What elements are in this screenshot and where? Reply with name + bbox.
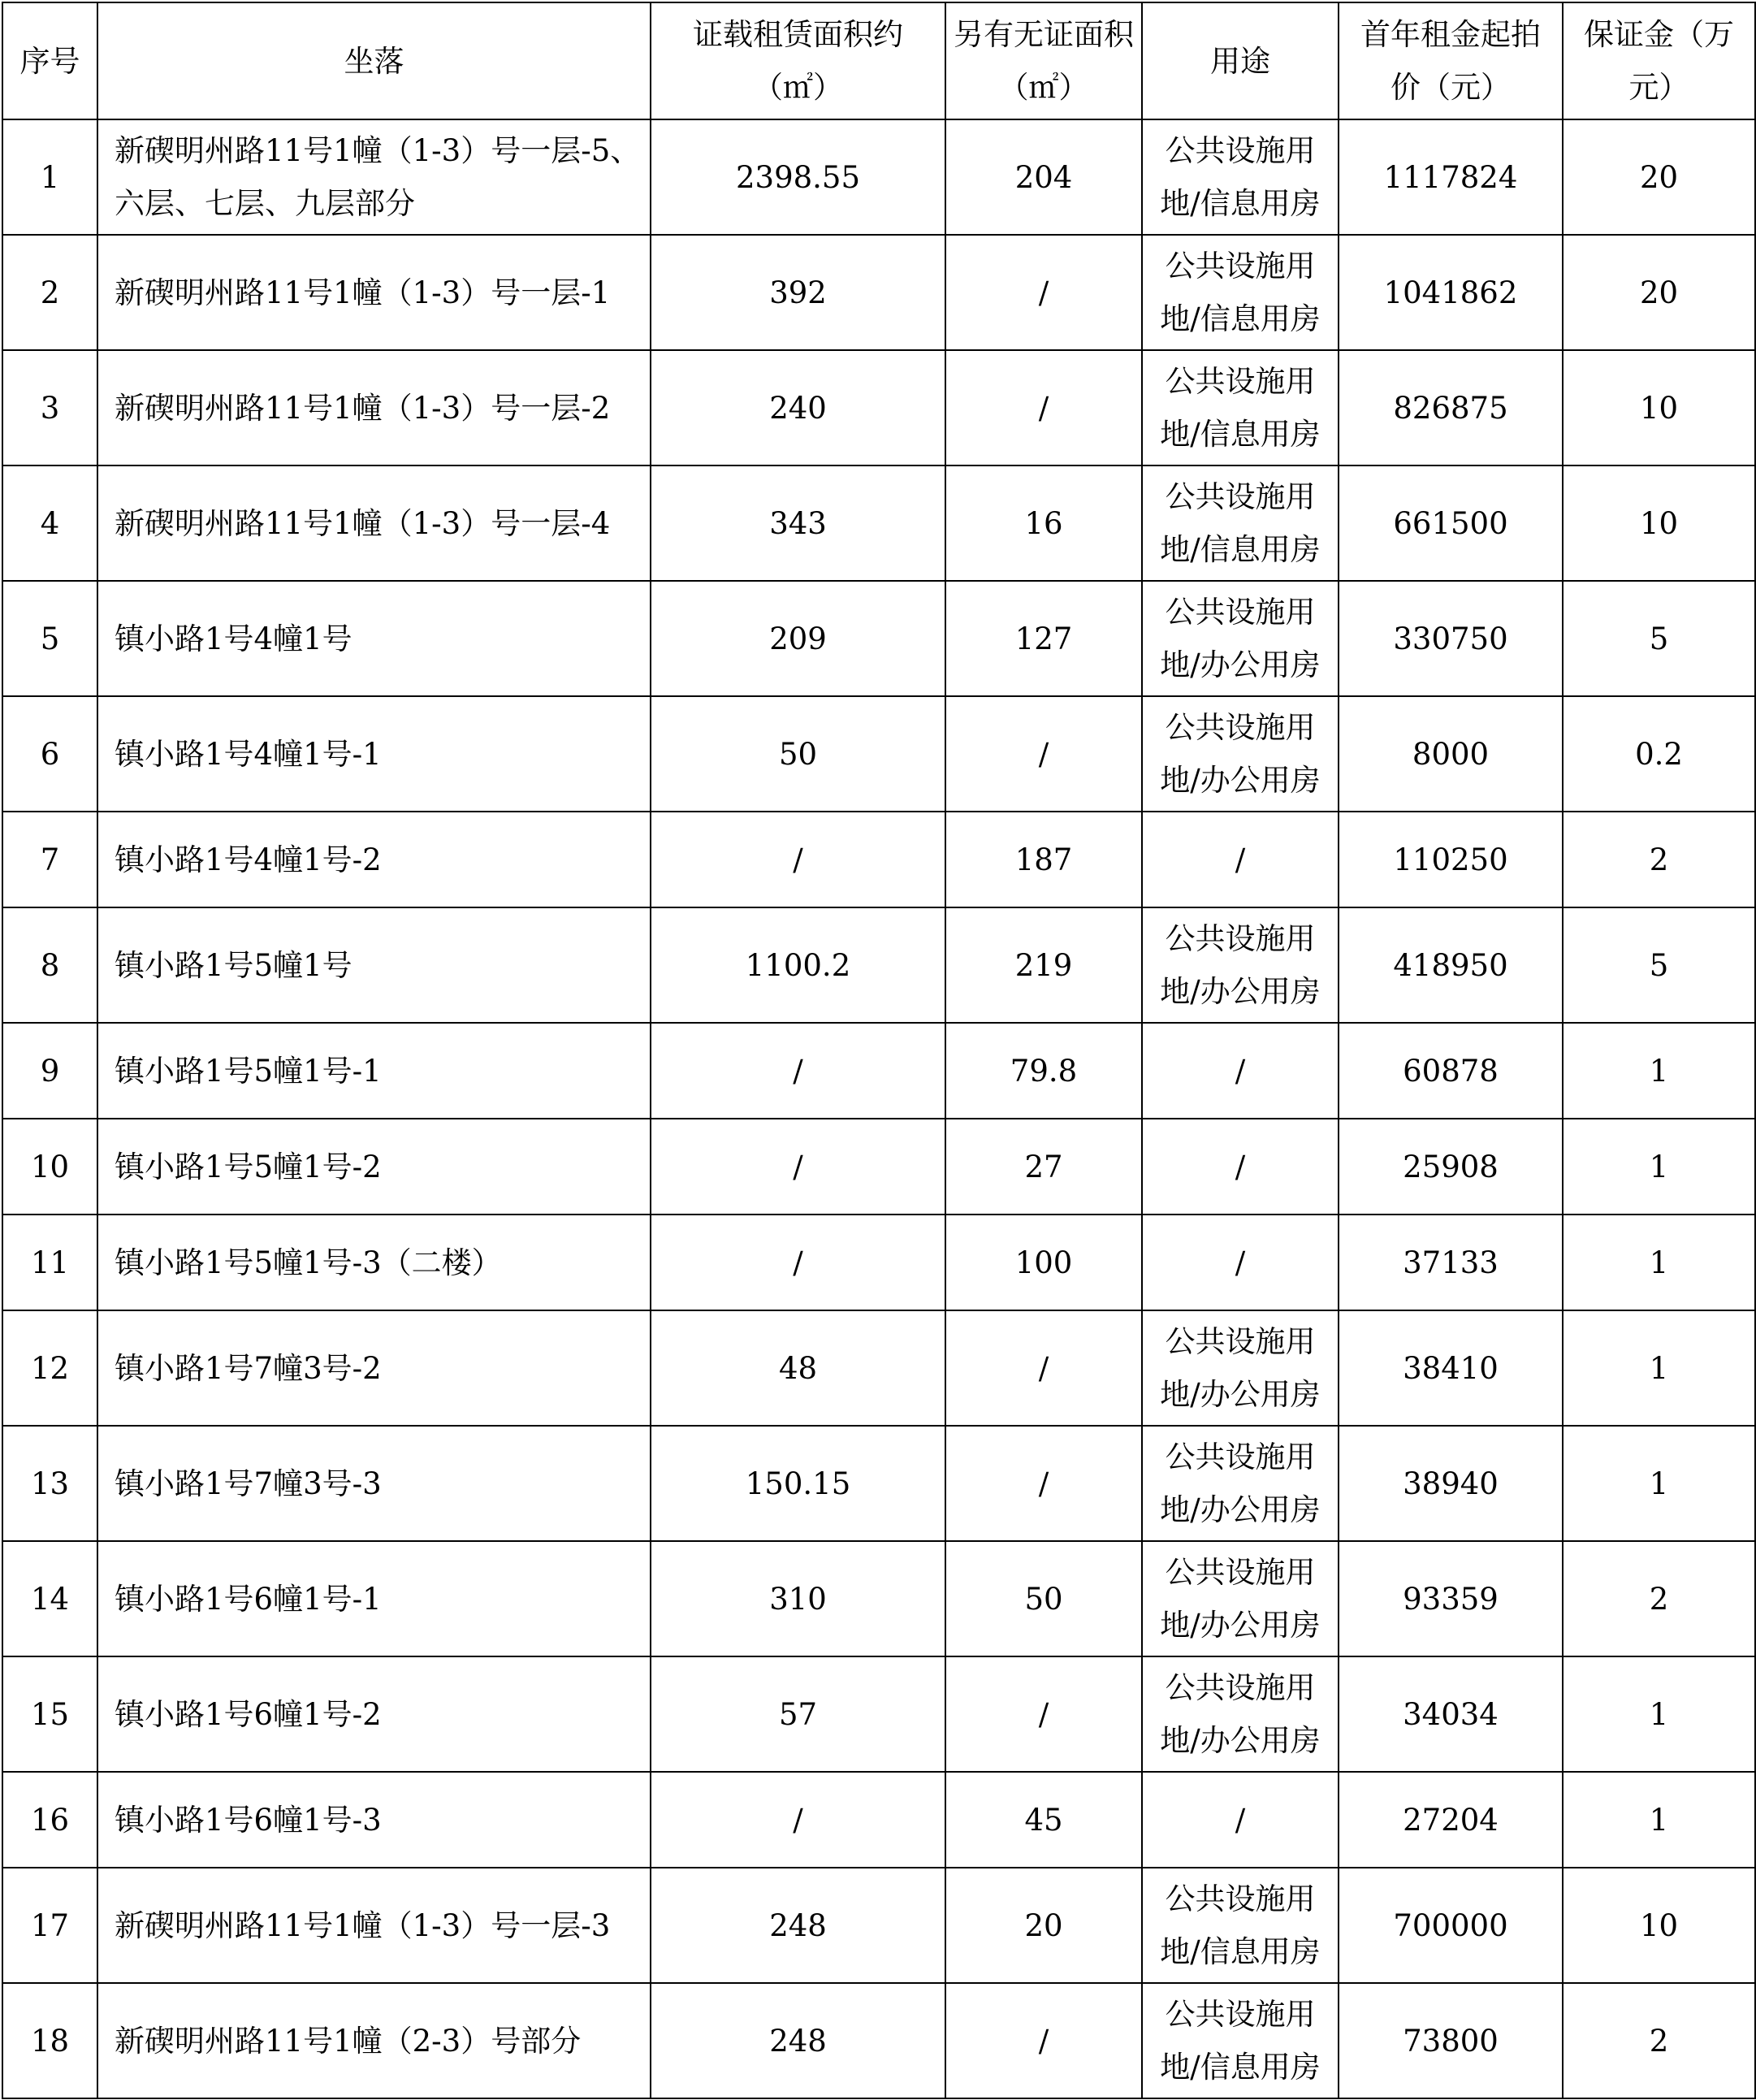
cell-location: 镇小路1号5幢1号-2 <box>97 1119 651 1215</box>
cell-use: 公共设施用地/信息用房 <box>1142 465 1339 581</box>
table-row <box>2 812 1755 907</box>
cell-use: / <box>1142 1023 1339 1119</box>
cell-serial: 13 <box>2 1426 97 1541</box>
cell-serial: 8 <box>2 907 97 1023</box>
cell-certified-area: 392 <box>651 235 945 350</box>
cell-use: 公共设施用地/办公用房 <box>1142 1310 1339 1426</box>
cell-starting-rent: 34034 <box>1339 1656 1563 1772</box>
cell-uncertified-area: / <box>945 1656 1142 1772</box>
table-row <box>2 696 1755 812</box>
cell-use: 公共设施用地/信息用房 <box>1142 1868 1339 1983</box>
cell-uncertified-area: / <box>945 1983 1142 2098</box>
table-row <box>2 350 1755 465</box>
cell-certified-area: 240 <box>651 350 945 465</box>
cell-deposit: 1 <box>1563 1215 1755 1310</box>
cell-serial: 10 <box>2 1119 97 1215</box>
cell-use: / <box>1142 1119 1339 1215</box>
cell-location: 新碶明州路11号1幢（2-3）号部分 <box>97 1983 651 2098</box>
cell-certified-area: 150.15 <box>651 1426 945 1541</box>
cell-deposit: 20 <box>1563 235 1755 350</box>
cell-serial: 9 <box>2 1023 97 1119</box>
cell-uncertified-area: 27 <box>945 1119 1142 1215</box>
cell-use: 公共设施用地/信息用房 <box>1142 235 1339 350</box>
cell-deposit: 10 <box>1563 350 1755 465</box>
cell-location: 新碶明州路11号1幢（1-3）号一层-3 <box>97 1868 651 1983</box>
cell-serial: 1 <box>2 119 97 235</box>
cell-deposit: 20 <box>1563 119 1755 235</box>
cell-starting-rent: 418950 <box>1339 907 1563 1023</box>
table-row <box>2 1119 1755 1215</box>
cell-uncertified-area: / <box>945 1426 1142 1541</box>
cell-starting-rent: 1041862 <box>1339 235 1563 350</box>
cell-certified-area: / <box>651 1119 945 1215</box>
cell-certified-area: 248 <box>651 1868 945 1983</box>
table-row <box>2 1656 1755 1772</box>
cell-uncertified-area: / <box>945 235 1142 350</box>
cell-uncertified-area: 20 <box>945 1868 1142 1983</box>
table-row <box>2 1772 1755 1868</box>
table-row <box>2 1983 1755 2098</box>
cell-certified-area: 209 <box>651 581 945 696</box>
header-use: 用途 <box>1142 2 1339 119</box>
cell-certified-area: 2398.55 <box>651 119 945 235</box>
cell-use: 公共设施用地/办公用房 <box>1142 696 1339 812</box>
cell-location: 新碶明州路11号1幢（1-3）号一层-2 <box>97 350 651 465</box>
header-location: 坐落 <box>97 2 651 119</box>
cell-deposit: 1 <box>1563 1772 1755 1868</box>
cell-uncertified-area: / <box>945 696 1142 812</box>
cell-uncertified-area: / <box>945 350 1142 465</box>
cell-use: 公共设施用地/办公用房 <box>1142 581 1339 696</box>
cell-starting-rent: 27204 <box>1339 1772 1563 1868</box>
cell-uncertified-area: 100 <box>945 1215 1142 1310</box>
cell-location: 镇小路1号6幢1号-1 <box>97 1541 651 1656</box>
cell-deposit: 1 <box>1563 1426 1755 1541</box>
cell-location: 镇小路1号5幢1号 <box>97 907 651 1023</box>
cell-certified-area: / <box>651 812 945 907</box>
cell-serial: 11 <box>2 1215 97 1310</box>
cell-serial: 2 <box>2 235 97 350</box>
cell-serial: 14 <box>2 1541 97 1656</box>
lease-table <box>2 2 1756 2099</box>
cell-deposit: 5 <box>1563 581 1755 696</box>
header-certified-area: 证载租赁面积约（㎡） <box>651 2 945 119</box>
cell-serial: 3 <box>2 350 97 465</box>
cell-serial: 4 <box>2 465 97 581</box>
cell-uncertified-area: 50 <box>945 1541 1142 1656</box>
cell-deposit: 2 <box>1563 1983 1755 2098</box>
cell-location: 镇小路1号5幢1号-1 <box>97 1023 651 1119</box>
cell-starting-rent: 1117824 <box>1339 119 1563 235</box>
cell-serial: 5 <box>2 581 97 696</box>
cell-starting-rent: 826875 <box>1339 350 1563 465</box>
cell-certified-area: / <box>651 1023 945 1119</box>
cell-use: 公共设施用地/办公用房 <box>1142 1426 1339 1541</box>
cell-uncertified-area: 127 <box>945 581 1142 696</box>
cell-location: 镇小路1号6幢1号-3 <box>97 1772 651 1868</box>
cell-location: 镇小路1号7幢3号-3 <box>97 1426 651 1541</box>
cell-use: 公共设施用地/信息用房 <box>1142 119 1339 235</box>
cell-use: 公共设施用地/办公用房 <box>1142 907 1339 1023</box>
cell-use: 公共设施用地/信息用房 <box>1142 350 1339 465</box>
cell-deposit: 1 <box>1563 1656 1755 1772</box>
cell-certified-area: 57 <box>651 1656 945 1772</box>
table-row <box>2 907 1755 1023</box>
cell-uncertified-area: 16 <box>945 465 1142 581</box>
table-row <box>2 1868 1755 1983</box>
cell-deposit: 1 <box>1563 1310 1755 1426</box>
cell-certified-area: / <box>651 1215 945 1310</box>
cell-use: / <box>1142 1215 1339 1310</box>
cell-uncertified-area: / <box>945 1310 1142 1426</box>
cell-deposit: 2 <box>1563 812 1755 907</box>
cell-starting-rent: 60878 <box>1339 1023 1563 1119</box>
cell-location: 新碶明州路11号1幢（1-3）号一层-5、六层、七层、九层部分 <box>97 119 651 235</box>
cell-certified-area: 48 <box>651 1310 945 1426</box>
cell-certified-area: 1100.2 <box>651 907 945 1023</box>
table-row <box>2 235 1755 350</box>
cell-deposit: 10 <box>1563 465 1755 581</box>
cell-serial: 6 <box>2 696 97 812</box>
header-deposit: 保证金（万元） <box>1563 2 1755 119</box>
cell-location: 镇小路1号7幢3号-2 <box>97 1310 651 1426</box>
cell-starting-rent: 661500 <box>1339 465 1563 581</box>
cell-location: 镇小路1号4幢1号-2 <box>97 812 651 907</box>
cell-serial: 18 <box>2 1983 97 2098</box>
header-starting-rent: 首年租金起拍价（元） <box>1339 2 1563 119</box>
cell-starting-rent: 330750 <box>1339 581 1563 696</box>
cell-certified-area: 343 <box>651 465 945 581</box>
cell-serial: 16 <box>2 1772 97 1868</box>
cell-uncertified-area: 187 <box>945 812 1142 907</box>
table-row <box>2 1215 1755 1310</box>
table-header-row <box>2 2 1755 119</box>
cell-use: 公共设施用地/办公用房 <box>1142 1656 1339 1772</box>
cell-location: 镇小路1号6幢1号-2 <box>97 1656 651 1772</box>
cell-starting-rent: 37133 <box>1339 1215 1563 1310</box>
table-row <box>2 1541 1755 1656</box>
cell-serial: 7 <box>2 812 97 907</box>
cell-starting-rent: 700000 <box>1339 1868 1563 1983</box>
cell-deposit: 2 <box>1563 1541 1755 1656</box>
cell-location: 镇小路1号4幢1号 <box>97 581 651 696</box>
cell-certified-area: 50 <box>651 696 945 812</box>
cell-starting-rent: 38410 <box>1339 1310 1563 1426</box>
cell-location: 镇小路1号4幢1号-1 <box>97 696 651 812</box>
table-row <box>2 465 1755 581</box>
cell-starting-rent: 110250 <box>1339 812 1563 907</box>
table-row <box>2 1426 1755 1541</box>
cell-starting-rent: 8000 <box>1339 696 1563 812</box>
cell-use: / <box>1142 812 1339 907</box>
cell-certified-area: 310 <box>651 1541 945 1656</box>
cell-starting-rent: 25908 <box>1339 1119 1563 1215</box>
table-row <box>2 1310 1755 1426</box>
cell-uncertified-area: 219 <box>945 907 1142 1023</box>
cell-deposit: 1 <box>1563 1119 1755 1215</box>
cell-certified-area: / <box>651 1772 945 1868</box>
header-uncertified-area: 另有无证面积（㎡） <box>945 2 1142 119</box>
cell-use: 公共设施用地/办公用房 <box>1142 1541 1339 1656</box>
cell-location: 新碶明州路11号1幢（1-3）号一层-4 <box>97 465 651 581</box>
cell-starting-rent: 73800 <box>1339 1983 1563 2098</box>
cell-serial: 12 <box>2 1310 97 1426</box>
table-row <box>2 1023 1755 1119</box>
header-serial: 序号 <box>2 2 97 119</box>
cell-starting-rent: 93359 <box>1339 1541 1563 1656</box>
table-row <box>2 119 1755 235</box>
cell-uncertified-area: 79.8 <box>945 1023 1142 1119</box>
cell-deposit: 1 <box>1563 1023 1755 1119</box>
table-row <box>2 581 1755 696</box>
cell-uncertified-area: 45 <box>945 1772 1142 1868</box>
cell-location: 新碶明州路11号1幢（1-3）号一层-1 <box>97 235 651 350</box>
cell-use: 公共设施用地/信息用房 <box>1142 1983 1339 2098</box>
cell-deposit: 5 <box>1563 907 1755 1023</box>
cell-serial: 17 <box>2 1868 97 1983</box>
cell-certified-area: 248 <box>651 1983 945 2098</box>
cell-location: 镇小路1号5幢1号-3（二楼） <box>97 1215 651 1310</box>
cell-uncertified-area: 204 <box>945 119 1142 235</box>
cell-deposit: 0.2 <box>1563 696 1755 812</box>
table-body <box>2 119 1755 2098</box>
cell-serial: 15 <box>2 1656 97 1772</box>
cell-starting-rent: 38940 <box>1339 1426 1563 1541</box>
cell-deposit: 10 <box>1563 1868 1755 1983</box>
cell-use: / <box>1142 1772 1339 1868</box>
